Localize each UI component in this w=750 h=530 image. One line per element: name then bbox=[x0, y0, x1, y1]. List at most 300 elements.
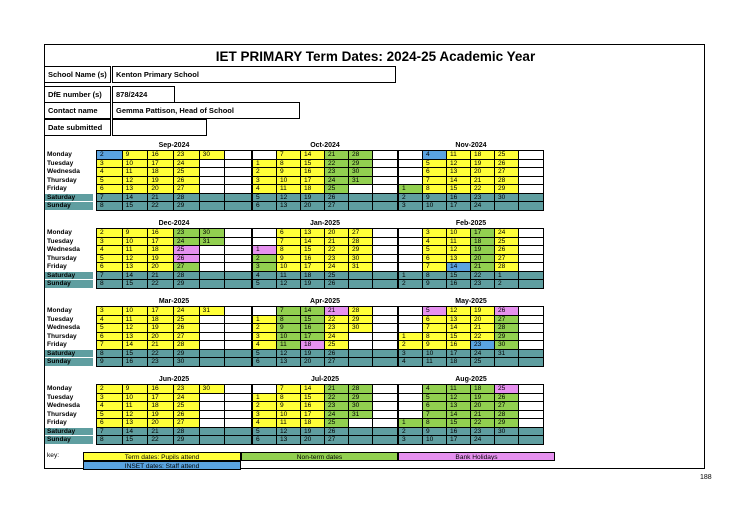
date-cell: 11 bbox=[277, 272, 301, 281]
date-cell bbox=[399, 160, 423, 169]
date-cell bbox=[225, 385, 251, 394]
month-title: Aug-2025 bbox=[398, 375, 544, 385]
date-cell: 23 bbox=[325, 324, 349, 333]
date-cell bbox=[200, 333, 226, 342]
month-grid bbox=[252, 307, 398, 367]
date-cell: 26 bbox=[174, 411, 200, 420]
date-cell bbox=[253, 238, 277, 247]
date-cell: 11 bbox=[123, 246, 149, 255]
date-cell bbox=[373, 411, 397, 420]
date-cell: 21 bbox=[148, 272, 174, 281]
date-cell bbox=[349, 185, 373, 194]
date-cell: 15 bbox=[447, 185, 471, 194]
date-cell bbox=[373, 185, 397, 194]
date-cell: 29 bbox=[174, 350, 200, 359]
date-cell: 15 bbox=[447, 333, 471, 342]
date-cell: 13 bbox=[301, 229, 325, 238]
date-cell bbox=[225, 185, 251, 194]
date-cell bbox=[200, 411, 226, 420]
calendar-row bbox=[45, 375, 706, 453]
month-title: Jun-2025 bbox=[96, 375, 252, 385]
date-cell: 7 bbox=[277, 307, 301, 316]
month-grid bbox=[398, 385, 544, 445]
date-cell: 11 bbox=[123, 316, 149, 325]
date-cell: 21 bbox=[148, 341, 174, 350]
date-cell: 22 bbox=[148, 280, 174, 289]
date-cell bbox=[225, 168, 251, 177]
date-cell bbox=[519, 246, 543, 255]
date-cell: 3 bbox=[399, 436, 423, 445]
day-label: Wednesda bbox=[45, 246, 93, 255]
date-cell bbox=[200, 436, 226, 445]
date-cell: 29 bbox=[349, 160, 373, 169]
date-cell: 1 bbox=[399, 419, 423, 428]
date-cell: 28 bbox=[349, 238, 373, 247]
date-cell bbox=[349, 358, 373, 367]
date-cell: 8 bbox=[97, 280, 123, 289]
date-cell: 28 bbox=[349, 151, 373, 160]
date-cell: 25 bbox=[325, 341, 349, 350]
date-cell: 25 bbox=[325, 272, 349, 281]
month-block bbox=[252, 141, 398, 211]
date-cell bbox=[399, 263, 423, 272]
date-cell: 11 bbox=[447, 151, 471, 160]
date-cell: 25 bbox=[174, 246, 200, 255]
date-cell: 10 bbox=[123, 160, 149, 169]
date-cell: 5 bbox=[423, 160, 447, 169]
date-cell: 21 bbox=[471, 411, 495, 420]
date-cell bbox=[519, 394, 543, 403]
date-cell: 15 bbox=[301, 316, 325, 325]
date-cell: 23 bbox=[148, 358, 174, 367]
date-cell bbox=[373, 316, 397, 325]
date-cell: 4 bbox=[253, 341, 277, 350]
date-cell: 6 bbox=[253, 436, 277, 445]
date-cell: 9 bbox=[277, 324, 301, 333]
date-cell: 10 bbox=[123, 394, 149, 403]
month-block bbox=[252, 375, 398, 445]
date-cell bbox=[225, 350, 251, 359]
date-cell bbox=[519, 350, 543, 359]
day-label: Sunday bbox=[45, 202, 93, 211]
date-cell bbox=[399, 177, 423, 186]
date-cell: 9 bbox=[123, 151, 149, 160]
date-cell bbox=[373, 436, 397, 445]
month-block bbox=[96, 219, 252, 289]
date-cell: 16 bbox=[447, 280, 471, 289]
date-cell: 9 bbox=[277, 168, 301, 177]
month-title: Sep-2024 bbox=[96, 141, 252, 151]
date-cell bbox=[399, 394, 423, 403]
date-cell: 6 bbox=[423, 402, 447, 411]
date-cell: 23 bbox=[471, 280, 495, 289]
date-cell: 22 bbox=[471, 272, 495, 281]
month-grid bbox=[96, 229, 252, 289]
day-label: Saturday bbox=[45, 194, 93, 203]
date-cell: 26 bbox=[174, 324, 200, 333]
date-cell: 26 bbox=[325, 350, 349, 359]
date-cell: 20 bbox=[471, 316, 495, 325]
date-cell bbox=[225, 333, 251, 342]
date-cell bbox=[200, 341, 226, 350]
date-cell: 7 bbox=[423, 411, 447, 420]
date-cell bbox=[519, 428, 543, 437]
date-cell bbox=[373, 263, 397, 272]
date-cell: 30 bbox=[495, 194, 519, 203]
date-cell: 29 bbox=[349, 394, 373, 403]
date-cell bbox=[200, 280, 226, 289]
date-cell: 16 bbox=[301, 402, 325, 411]
date-cell: 17 bbox=[447, 436, 471, 445]
date-cell: 15 bbox=[447, 419, 471, 428]
date-cell: 24 bbox=[471, 436, 495, 445]
date-cell: 11 bbox=[277, 185, 301, 194]
day-label: Friday bbox=[45, 263, 93, 272]
date-cell: 21 bbox=[471, 177, 495, 186]
date-cell: 8 bbox=[423, 419, 447, 428]
day-labels bbox=[45, 151, 93, 211]
date-cell: 13 bbox=[447, 255, 471, 264]
date-cell bbox=[349, 428, 373, 437]
date-cell: 22 bbox=[148, 436, 174, 445]
date-cell: 23 bbox=[325, 255, 349, 264]
date-cell: 14 bbox=[447, 263, 471, 272]
date-cell: 14 bbox=[123, 194, 149, 203]
key-legend bbox=[45, 452, 706, 470]
date-cell: 16 bbox=[123, 358, 149, 367]
date-cell bbox=[349, 280, 373, 289]
date-cell bbox=[200, 177, 226, 186]
month-grid bbox=[96, 151, 252, 211]
date-cell: 18 bbox=[471, 385, 495, 394]
date-cell: 28 bbox=[174, 194, 200, 203]
date-cell: 21 bbox=[325, 385, 349, 394]
date-cell bbox=[225, 272, 251, 281]
date-cell: 20 bbox=[148, 333, 174, 342]
date-cell: 31 bbox=[495, 350, 519, 359]
date-cell bbox=[399, 255, 423, 264]
date-cell: 17 bbox=[301, 177, 325, 186]
date-cell: 18 bbox=[301, 341, 325, 350]
date-cell: 26 bbox=[325, 280, 349, 289]
day-label: Sunday bbox=[45, 436, 93, 445]
date-cell: 19 bbox=[471, 246, 495, 255]
date-cell: 2 bbox=[97, 229, 123, 238]
day-label: Saturday bbox=[45, 428, 93, 437]
date-cell bbox=[225, 194, 251, 203]
calendar-row bbox=[45, 219, 706, 297]
date-cell bbox=[519, 202, 543, 211]
date-cell: 2 bbox=[253, 168, 277, 177]
day-label: Monday bbox=[45, 385, 93, 394]
date-cell bbox=[349, 341, 373, 350]
date-cell: 24 bbox=[174, 394, 200, 403]
date-cell bbox=[253, 385, 277, 394]
date-cell: 27 bbox=[495, 402, 519, 411]
date-cell: 17 bbox=[301, 411, 325, 420]
date-cell: 24 bbox=[325, 333, 349, 342]
dfe-number-value: 878/2424 bbox=[112, 86, 175, 103]
date-cell: 14 bbox=[447, 177, 471, 186]
date-cell bbox=[519, 341, 543, 350]
date-cell: 14 bbox=[447, 324, 471, 333]
date-cell: 13 bbox=[277, 202, 301, 211]
date-cell bbox=[399, 316, 423, 325]
date-cell bbox=[225, 324, 251, 333]
date-cell: 10 bbox=[123, 307, 149, 316]
date-cell: 25 bbox=[174, 168, 200, 177]
day-labels bbox=[45, 229, 93, 289]
date-cell: 6 bbox=[97, 263, 123, 272]
dfe-number-label: DfE number (s) bbox=[45, 86, 111, 103]
date-cell: 22 bbox=[325, 160, 349, 169]
month-grid bbox=[252, 151, 398, 211]
day-label: Thursday bbox=[45, 333, 93, 342]
day-label: Monday bbox=[45, 229, 93, 238]
date-cell: 12 bbox=[447, 160, 471, 169]
date-cell: 5 bbox=[253, 280, 277, 289]
date-cell bbox=[349, 333, 373, 342]
date-cell: 15 bbox=[301, 394, 325, 403]
date-cell: 4 bbox=[97, 246, 123, 255]
date-cell: 22 bbox=[148, 350, 174, 359]
date-cell: 23 bbox=[174, 385, 200, 394]
date-cell: 21 bbox=[148, 428, 174, 437]
date-cell: 28 bbox=[495, 324, 519, 333]
month-block bbox=[252, 297, 398, 367]
day-label: Thursday bbox=[45, 255, 93, 264]
day-label: Friday bbox=[45, 419, 93, 428]
day-label: Friday bbox=[45, 341, 93, 350]
date-cell bbox=[519, 160, 543, 169]
date-cell: 27 bbox=[495, 255, 519, 264]
date-cell: 24 bbox=[495, 229, 519, 238]
date-cell bbox=[519, 419, 543, 428]
date-cell bbox=[225, 358, 251, 367]
date-cell: 4 bbox=[253, 272, 277, 281]
day-label: Thursday bbox=[45, 177, 93, 186]
date-cell: 7 bbox=[97, 428, 123, 437]
month-block bbox=[96, 375, 252, 445]
date-cell: 13 bbox=[447, 168, 471, 177]
date-cell: 19 bbox=[471, 160, 495, 169]
date-cell: 24 bbox=[471, 350, 495, 359]
date-cell: 24 bbox=[325, 263, 349, 272]
date-cell: 14 bbox=[123, 428, 149, 437]
date-cell: 9 bbox=[423, 428, 447, 437]
day-label: Tuesday bbox=[45, 316, 93, 325]
date-cell: 12 bbox=[123, 177, 149, 186]
date-cell: 27 bbox=[174, 185, 200, 194]
date-cell: 21 bbox=[325, 238, 349, 247]
date-cell: 17 bbox=[447, 350, 471, 359]
date-cell: 9 bbox=[123, 229, 149, 238]
date-cell: 25 bbox=[495, 238, 519, 247]
date-cell bbox=[519, 324, 543, 333]
date-cell bbox=[200, 350, 226, 359]
date-cell: 18 bbox=[301, 185, 325, 194]
date-cell: 13 bbox=[447, 402, 471, 411]
date-cell bbox=[225, 411, 251, 420]
date-cell: 16 bbox=[447, 428, 471, 437]
month-title: Feb-2025 bbox=[398, 219, 544, 229]
date-cell bbox=[373, 324, 397, 333]
date-cell: 13 bbox=[123, 333, 149, 342]
date-cell: 9 bbox=[423, 280, 447, 289]
date-cell: 12 bbox=[447, 307, 471, 316]
date-cell: 18 bbox=[471, 151, 495, 160]
date-cell: 3 bbox=[423, 229, 447, 238]
month-title: Mar-2025 bbox=[96, 297, 252, 307]
date-cell: 22 bbox=[471, 419, 495, 428]
date-cell: 16 bbox=[148, 229, 174, 238]
date-cell bbox=[200, 419, 226, 428]
date-cell bbox=[519, 316, 543, 325]
date-cell: 20 bbox=[471, 402, 495, 411]
date-cell bbox=[225, 238, 251, 247]
month-grid bbox=[398, 151, 544, 211]
date-cell: 26 bbox=[325, 194, 349, 203]
date-cell bbox=[225, 151, 251, 160]
date-cell: 17 bbox=[148, 160, 174, 169]
date-cell: 17 bbox=[471, 229, 495, 238]
day-label: Saturday bbox=[45, 350, 93, 359]
date-cell: 10 bbox=[423, 202, 447, 211]
date-cell: 29 bbox=[174, 202, 200, 211]
date-cell bbox=[373, 350, 397, 359]
date-cell bbox=[519, 255, 543, 264]
date-cell bbox=[373, 307, 397, 316]
date-cell bbox=[373, 358, 397, 367]
date-cell: 18 bbox=[301, 272, 325, 281]
date-cell: 30 bbox=[200, 151, 226, 160]
school-name-label: School Name (s) bbox=[45, 66, 111, 83]
date-cell: 3 bbox=[97, 307, 123, 316]
date-cell: 17 bbox=[148, 307, 174, 316]
date-cell: 19 bbox=[148, 177, 174, 186]
date-cell: 13 bbox=[123, 185, 149, 194]
date-cell bbox=[519, 229, 543, 238]
date-cell: 30 bbox=[349, 402, 373, 411]
day-label: Friday bbox=[45, 185, 93, 194]
date-cell bbox=[373, 168, 397, 177]
date-cell: 1 bbox=[253, 316, 277, 325]
date-cell: 15 bbox=[123, 350, 149, 359]
date-cell: 7 bbox=[423, 177, 447, 186]
date-cell bbox=[519, 177, 543, 186]
date-cell bbox=[519, 385, 543, 394]
date-cell bbox=[373, 280, 397, 289]
date-cell bbox=[200, 246, 226, 255]
date-cell: 10 bbox=[277, 411, 301, 420]
date-cell: 4 bbox=[423, 385, 447, 394]
date-cell bbox=[349, 419, 373, 428]
date-cell: 24 bbox=[174, 307, 200, 316]
date-cell: 20 bbox=[471, 168, 495, 177]
date-cell: 26 bbox=[174, 177, 200, 186]
date-cell bbox=[225, 402, 251, 411]
date-cell: 7 bbox=[277, 238, 301, 247]
date-cell bbox=[225, 255, 251, 264]
date-cell bbox=[200, 202, 226, 211]
date-cell: 11 bbox=[423, 358, 447, 367]
date-cell: 12 bbox=[123, 411, 149, 420]
date-cell: 10 bbox=[423, 436, 447, 445]
date-cell: 15 bbox=[447, 272, 471, 281]
month-grid bbox=[252, 385, 398, 445]
date-cell: 27 bbox=[174, 333, 200, 342]
key-bank-holidays: Bank Holidays bbox=[398, 452, 555, 461]
date-cell bbox=[373, 246, 397, 255]
date-cell: 12 bbox=[123, 324, 149, 333]
date-cell: 17 bbox=[447, 202, 471, 211]
date-cell: 2 bbox=[399, 194, 423, 203]
month-grid bbox=[96, 385, 252, 445]
date-cell: 17 bbox=[301, 333, 325, 342]
date-cell bbox=[349, 350, 373, 359]
date-cell: 2 bbox=[253, 402, 277, 411]
date-cell bbox=[200, 263, 226, 272]
date-cell: 28 bbox=[349, 307, 373, 316]
date-cell bbox=[200, 272, 226, 281]
date-cell: 3 bbox=[253, 263, 277, 272]
date-cell: 11 bbox=[277, 341, 301, 350]
date-cell: 21 bbox=[325, 151, 349, 160]
date-cell bbox=[373, 177, 397, 186]
date-cell: 23 bbox=[174, 229, 200, 238]
date-cell: 3 bbox=[253, 177, 277, 186]
date-cell: 1 bbox=[495, 272, 519, 281]
date-cell bbox=[399, 229, 423, 238]
date-cell bbox=[373, 333, 397, 342]
date-cell bbox=[225, 341, 251, 350]
month-block bbox=[96, 297, 252, 367]
date-cell: 27 bbox=[325, 436, 349, 445]
date-cell: 5 bbox=[253, 194, 277, 203]
key-label: key: bbox=[47, 452, 60, 459]
date-cell bbox=[349, 272, 373, 281]
date-cell: 5 bbox=[423, 307, 447, 316]
date-cell: 18 bbox=[471, 238, 495, 247]
date-cell bbox=[399, 307, 423, 316]
date-cell: 12 bbox=[277, 350, 301, 359]
date-cell: 1 bbox=[253, 160, 277, 169]
month-title: Jan-2025 bbox=[252, 219, 398, 229]
date-cell: 29 bbox=[174, 280, 200, 289]
date-cell: 16 bbox=[447, 194, 471, 203]
date-cell: 19 bbox=[301, 350, 325, 359]
date-cell: 19 bbox=[148, 411, 174, 420]
date-cell: 11 bbox=[123, 168, 149, 177]
date-cell: 18 bbox=[447, 358, 471, 367]
day-label: Monday bbox=[45, 151, 93, 160]
date-cell bbox=[399, 324, 423, 333]
date-cell bbox=[373, 151, 397, 160]
date-cell: 7 bbox=[97, 272, 123, 281]
date-cell: 19 bbox=[471, 394, 495, 403]
date-cell: 23 bbox=[325, 402, 349, 411]
date-cell: 31 bbox=[349, 263, 373, 272]
date-cell bbox=[373, 385, 397, 394]
date-cell: 28 bbox=[174, 341, 200, 350]
date-cell bbox=[373, 229, 397, 238]
date-cell bbox=[349, 194, 373, 203]
date-cell: 19 bbox=[148, 255, 174, 264]
date-cell bbox=[373, 272, 397, 281]
date-cell: 5 bbox=[253, 428, 277, 437]
date-cell: 8 bbox=[277, 316, 301, 325]
date-cell bbox=[225, 280, 251, 289]
